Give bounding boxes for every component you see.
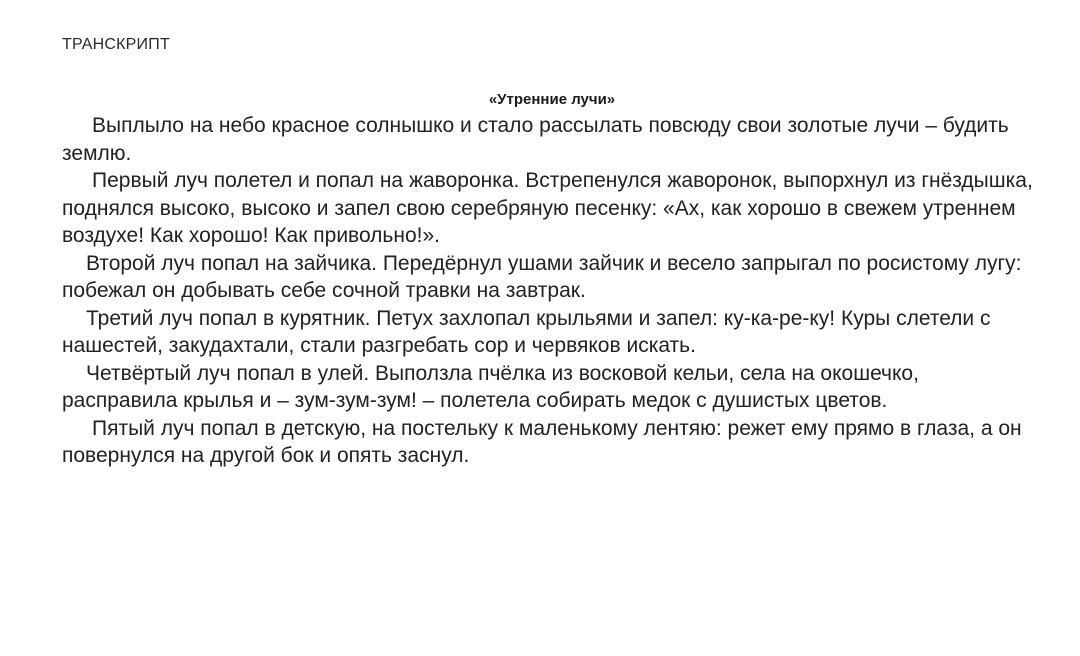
document-page xyxy=(62,0,1042,656)
paragraph-sun: Выплыло на небо красное солнышко и стало рассылать повсюду свои золотые лучи – будить землю. xyxy=(62,114,1009,165)
story-text xyxy=(62,112,1037,470)
story-title: «Утренние лучи» xyxy=(488,91,616,108)
paragraph-lark: Первый луч полетел и попал на жаворонка. Встрепенулся жаворонок, выпорхнул из гнёздышка, поднялся высоко, высоко и запел свою серебряную песенку: «Ах, как хорошо в свежем утреннем воздухе! Как хорошо! Как привольно!». xyxy=(62,169,1033,247)
paragraph-bee: Четвёртый луч попал в улей. Выползла пчёлка из восковой кельи, села на окошечко, расправила крылья и – зум-зум-зум! – полетела собирать медок с душистых цветов. xyxy=(62,361,919,412)
paragraph-rooster: Третий луч попал в курятник. Петух захлопал крыльями и запел: ку-ка-ре-ку! Куры слетели с нашестей, закудахтали, стали разгребать сор и червяков искать. xyxy=(62,306,991,357)
paragraph-lazybones: Пятый луч попал в детскую, на постельку к маленькому лентяю: режет ему прямо в глаза, а он повернулся на другой бок и опять заснул. xyxy=(62,416,1022,467)
paragraph-hare: Второй луч попал на зайчика. Передёрнул ушами зайчик и весело запрыгал по росистому лугу: побежал он добывать себе сочной травки на завтрак. xyxy=(62,251,1022,302)
transcript-label: ТРАНСКРИПТ xyxy=(62,36,170,53)
